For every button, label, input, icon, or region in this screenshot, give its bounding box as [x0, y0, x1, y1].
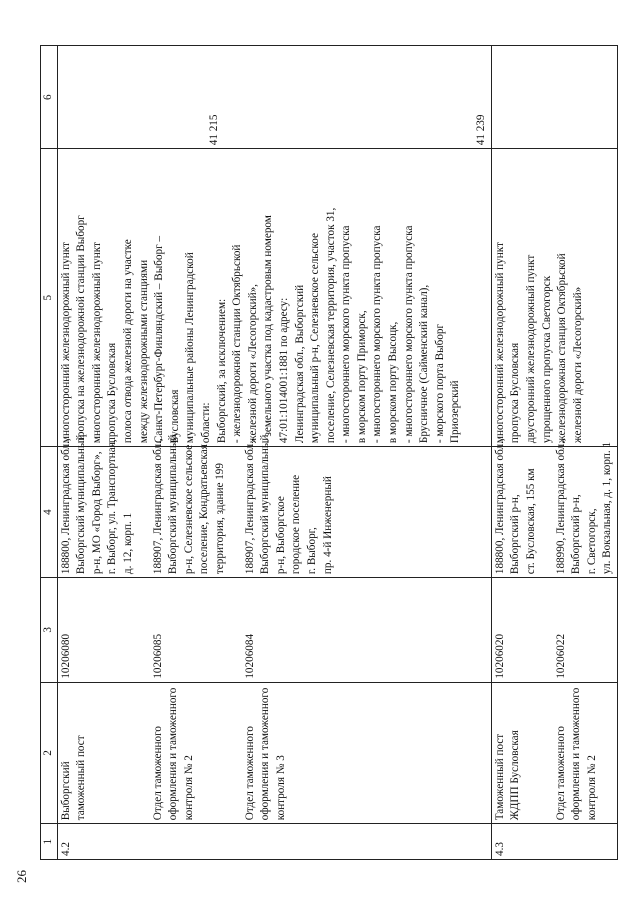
unit-code: 10206080 — [59, 633, 72, 679]
text-line: р-н, МО «Город Выборг», — [90, 451, 103, 575]
spacer — [121, 581, 137, 679]
unit-code: 10206022 — [554, 633, 567, 679]
text-line: д. 12, корп. 1 — [121, 512, 134, 575]
section-number-cell — [57, 824, 491, 860]
text-line: 188990, Ленинградская обл., — [554, 438, 567, 575]
page-number: 26 — [14, 870, 29, 883]
text-line: 47:01:1014001:1881 по адресу: — [277, 297, 290, 444]
text-line: Брусничное (Сайменский канал), — [418, 284, 431, 444]
text-line: контроля № 2 — [182, 755, 195, 821]
column-header-3: 3 — [41, 578, 58, 683]
text-line: пр. 4-й Инженерный — [321, 476, 334, 575]
text-line: полоса отвода железной дороги на участке — [121, 239, 134, 444]
column-header-2: 2 — [41, 682, 58, 824]
text-line: Отдел таможенного — [151, 726, 164, 821]
spacer — [105, 581, 121, 679]
text-line: многосторонний железнодорожный пункт — [493, 242, 506, 444]
text-line: - железнодорожной станции Октябрьской — [231, 244, 244, 444]
text-line: Санкт-Петербург-Финляндский – Выборг – — [153, 235, 166, 444]
unit-code: 10206084 — [243, 633, 256, 679]
text-line: ЖДПП Бусловская — [509, 730, 522, 821]
text-line: контроля № 2 — [585, 755, 598, 821]
text-line: 188800, Ленинградская обл., — [59, 438, 72, 575]
spacer — [90, 581, 106, 679]
text-line: поселение, Селезневская территория, участок 31, — [324, 207, 337, 444]
spacer — [166, 581, 182, 679]
column-header-4: 4 — [41, 447, 58, 578]
unit-name-cell — [57, 682, 491, 824]
text-line: железной дороги «Лесогорский», — [246, 284, 259, 444]
text-line: ст. Бусловская, 155 км — [524, 468, 537, 575]
text-line: 188907, Ленинградская обл., — [151, 438, 164, 575]
unit-code: 10206085 — [151, 633, 164, 679]
spacer — [74, 581, 90, 679]
table-row — [57, 46, 491, 860]
text-line: многосторонний железнодорожный пункт — [59, 242, 72, 444]
jurisdiction-cell — [491, 149, 617, 447]
jurisdiction-cell — [57, 149, 491, 447]
spacer — [289, 686, 305, 821]
text-line: железнодорожная станция Октябрьской — [556, 253, 569, 444]
text-line: Выборгский муниципальный — [75, 434, 88, 575]
spacer — [137, 686, 151, 821]
text-line: контроля № 3 — [274, 755, 287, 821]
text-line: упрощенного пропуска Светогорск — [540, 275, 553, 444]
table-body — [57, 46, 617, 860]
territory-code-cell — [491, 46, 617, 149]
text-line: оформления и таможенного — [259, 687, 272, 821]
spacer — [321, 686, 337, 821]
spacer — [137, 450, 151, 574]
text-line: Выборгский р-н, — [509, 494, 522, 575]
spacer — [289, 581, 305, 679]
spacer — [274, 581, 290, 679]
spacer — [197, 686, 213, 821]
text-line: поселение, Кондратьевская — [198, 444, 211, 575]
spacer — [585, 581, 601, 679]
text-line: г. Светогорск, — [585, 508, 598, 575]
text-line: пропуска Бусловская — [509, 342, 522, 444]
text-line: р-н, Селезневское сельское — [182, 444, 195, 575]
spacer — [569, 581, 585, 679]
address-cell — [57, 434, 491, 578]
text-line: ул. Вокзальная, д. 1, корп. 1 — [601, 441, 614, 575]
spacer — [540, 450, 554, 574]
spacer — [229, 686, 243, 821]
text-line: Выборгский муниципальный — [167, 434, 180, 575]
text-line: Ленинградская обл., Выборгский — [293, 284, 306, 444]
customs-table-sheet — [40, 45, 620, 860]
text-line: области: — [199, 402, 212, 444]
text-line: городское поселение — [290, 474, 303, 575]
spacer — [213, 686, 229, 821]
spacer — [508, 581, 524, 679]
customs-posts-table — [40, 45, 618, 860]
spacer — [600, 686, 616, 821]
spacer — [222, 49, 474, 145]
text-line: г. Выборг, — [305, 527, 318, 575]
text-line: Выборгский — [59, 761, 72, 821]
text-line: двусторонний железнодорожный пункт — [524, 254, 537, 444]
spacer — [121, 686, 137, 821]
spacer — [305, 686, 321, 821]
spacer — [540, 581, 554, 679]
text-line: Выборгский р-н, — [570, 494, 583, 575]
text-line: муниципальный р-н, Селезневское сельское — [309, 233, 322, 444]
spacer — [105, 686, 121, 821]
unit-code-cell — [491, 578, 617, 683]
text-line: 188800, Ленинградская обл., — [493, 438, 506, 575]
text-line: - морского порта Выборг — [433, 323, 446, 444]
section-number: 4.3 — [493, 842, 506, 856]
spacer — [305, 581, 321, 679]
text-line: многосторонний железнодорожный пункт — [90, 242, 103, 444]
unit-code-cell — [57, 578, 491, 683]
spacer — [197, 581, 213, 679]
unit-name-cell — [491, 682, 617, 824]
text-line: Приозерский — [449, 380, 462, 444]
spacer — [258, 581, 274, 679]
text-line: между железнодорожными станциями — [137, 259, 150, 444]
spacer — [59, 49, 207, 145]
text-line: пропуска Бусловская — [106, 342, 119, 444]
text-line: - многостороннего морского пункта пропуска — [371, 225, 384, 444]
spacer — [213, 581, 229, 679]
text-line: Выборгский, за исключением: — [215, 298, 228, 444]
text-line: пропуска на железнодорожной станции Выборг — [75, 215, 88, 444]
spacer — [524, 581, 540, 679]
section-number-cell — [491, 824, 617, 860]
text-line: - земельного участка под кадастровым номером — [262, 215, 275, 444]
spacer — [540, 686, 554, 821]
unit-code: 10206020 — [493, 633, 506, 679]
text-line: - многостороннего морского пункта пропуска — [402, 225, 415, 444]
column-header-6: 6 — [41, 46, 58, 149]
text-line: Выборгский муниципальный — [259, 434, 272, 575]
text-line: оформления и таможенного — [570, 687, 583, 821]
text-line: в морском порту Высоцк, — [387, 321, 400, 444]
text-line: железной дороги «Лесогорский» — [571, 286, 584, 444]
text-line: 188907, Ленинградская обл., — [243, 438, 256, 575]
spacer — [229, 581, 243, 679]
text-line: в морском порту Приморск, — [355, 310, 368, 444]
text-line: территория, здание 199 — [213, 463, 226, 575]
spacer — [137, 581, 151, 679]
spacer — [524, 686, 540, 821]
spacer — [90, 686, 106, 821]
spacer — [182, 581, 198, 679]
address-cell — [491, 438, 617, 578]
territory-code: 41 215 — [207, 114, 220, 146]
text-line: - многостороннего морского пункта пропуска — [340, 225, 353, 444]
text-line: муниципальные районы Ленинградской — [184, 252, 197, 444]
territory-code-cell — [57, 46, 491, 149]
text-line: Бусловская — [168, 389, 181, 444]
text-line: Таможенный пост — [493, 733, 506, 821]
column-number-row — [41, 46, 58, 860]
territory-code: 41 239 — [475, 114, 488, 146]
spacer — [600, 581, 616, 679]
column-header-5: 5 — [41, 149, 58, 447]
spacer — [321, 581, 337, 679]
column-header-1: 1 — [41, 824, 58, 860]
spacer — [229, 450, 243, 574]
text-line: г. Выборг, ул. Транспортная, — [106, 439, 119, 575]
table-row — [491, 46, 617, 860]
text-line: р-н, Выборгское — [274, 496, 287, 575]
text-line: Отдел таможенного — [243, 726, 256, 821]
text-line: таможенный пост — [75, 735, 88, 821]
section-number: 4.2 — [59, 842, 72, 856]
text-line: оформления и таможенного — [167, 687, 180, 821]
text-line: Отдел таможенного — [554, 726, 567, 821]
